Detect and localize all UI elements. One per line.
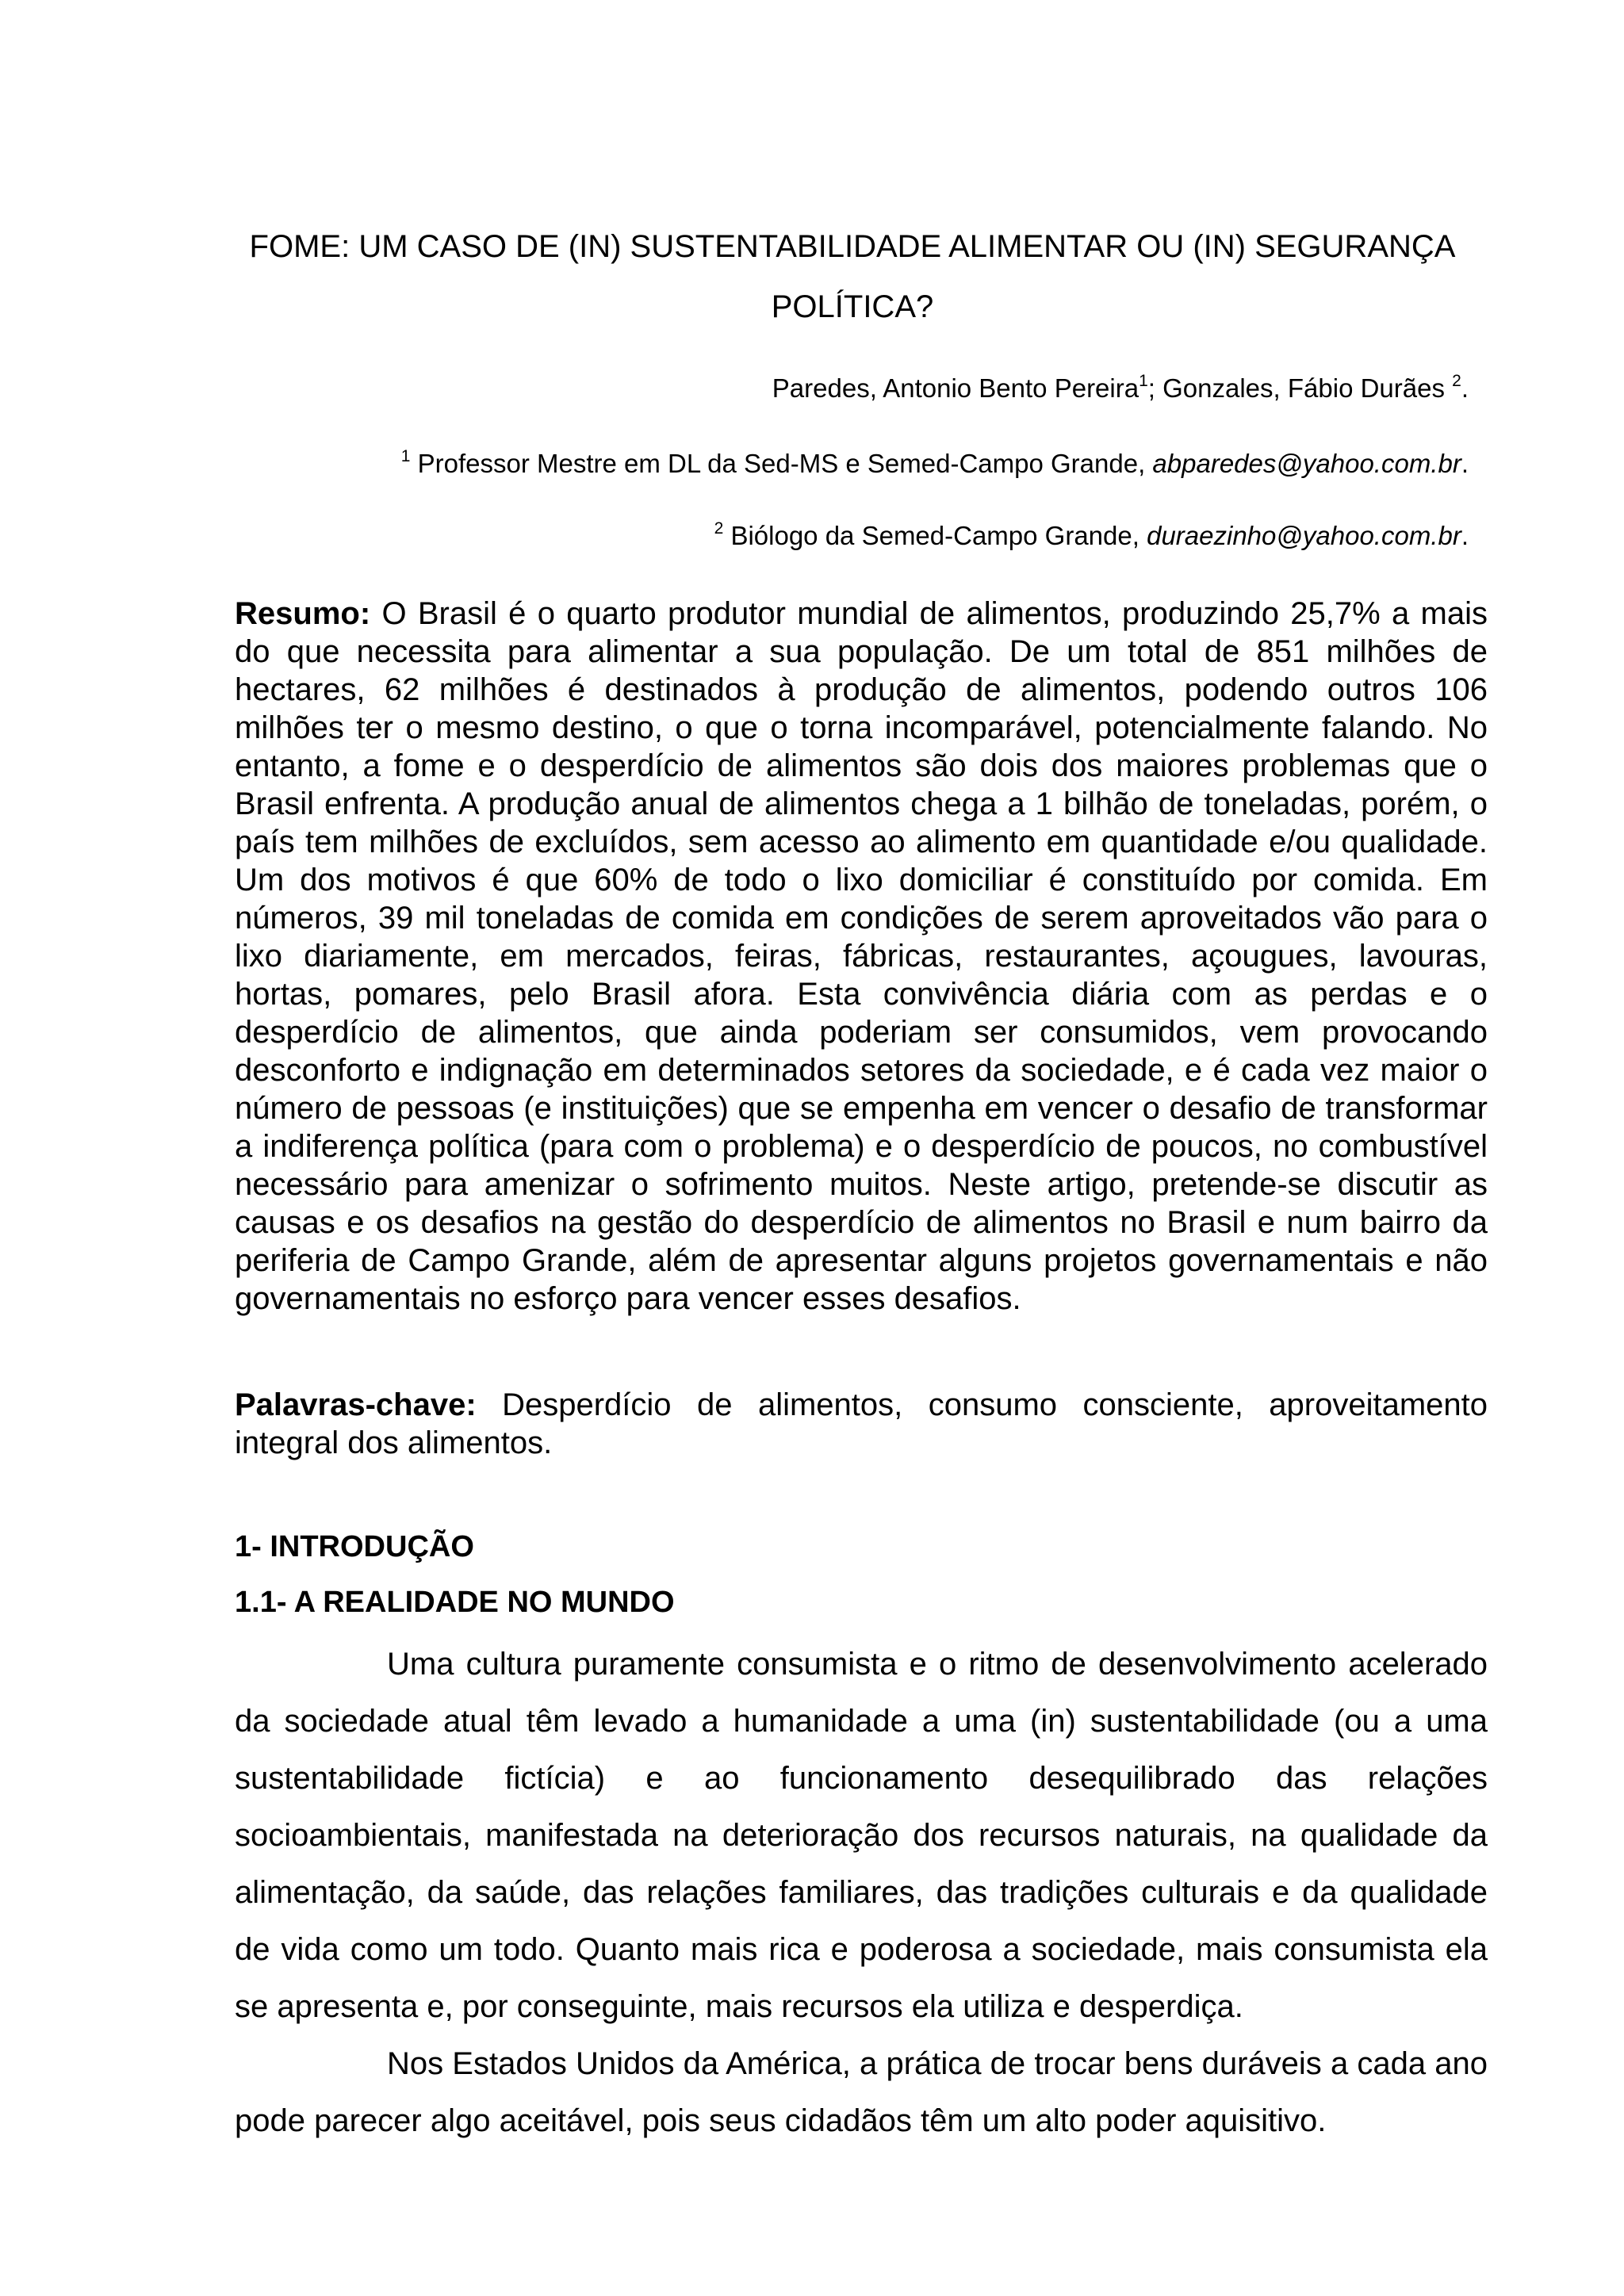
abstract-label: Resumo:	[235, 596, 371, 631]
author-2: Gonzales, Fábio Durães	[1162, 373, 1453, 403]
title-line-2: POLÍTICA?	[771, 289, 934, 324]
author-1: Paredes, Antonio Bento Pereira	[772, 373, 1139, 403]
affiliation-2-email: duraezinho@yahoo.com.br	[1147, 521, 1461, 550]
subsection-heading-realidade: 1.1- A REALIDADE NO MUNDO	[235, 1586, 675, 1619]
affiliation-1-text: Professor Mestre em DL da Sed-MS e Semed-Campo Grande,	[410, 449, 1153, 478]
paragraph-2: Nos Estados Unidos da América, a prática de trocar bens duráveis a cada ano pode parecer algo aceitável, pois seus cidadãos têm um alto poder aquisitivo.	[235, 2046, 1488, 2138]
abstract-text: O Brasil é o quarto produtor mundial de alimentos, produzindo 25,7% a mais do que necessita para alimentar a sua população. De um total de 851 milhões de hectares, 62 milhões é destinados à produção de alimentos, podendo outros 106 milhões ter o mesmo destino, o que o torna incomparável, potencialmente falando. No entanto, a fome e o desperdício de alimentos são dois dos maiores problemas que o Brasil enfrenta. A produção anual de alimentos chega a 1 bilhão de toneladas, porém, o país tem milhões de excluídos, sem acesso ao alimento em quantidade e/ou qualidade. Um dos motivos é que 60% de todo o lixo domiciliar é constituído por comida. Em números, 39 mil toneladas de comida em condições de serem aproveitados vão para o lixo diariamente, em mercados, feiras, fábricas, restaurantes, açougues, lavouras, hortas, pomares, pelo Brasil afora. Esta convivência diária com as perdas e o desperdício de alimentos, que ainda poderiam ser consumidos, vem provocando desconforto e indignação em determinados setores da sociedade, e é cada vez maior o número de pessoas (e instituições) que se empenha em vencer o desafio de transformar a indiferença política (para com o problema) e o desperdício de poucos, no combustível necessário para amenizar o sofrimento muitos. Neste artigo, pretende-se discutir as causas e os desafios na gestão do desperdício de alimentos no Brasil e num bairro da periferia de Campo Grande, além de apresentar alguns projetos governamentais e não governamentais no esforço para vencer esses desafios.	[235, 596, 1488, 1316]
affiliation-2-end: .	[1461, 521, 1469, 550]
section-heading-introducao: 1- INTRODUÇÃO	[235, 1530, 474, 1563]
affiliation-2-text: Biólogo da Semed-Campo Grande,	[723, 521, 1147, 550]
author-2-sup: 2	[1452, 372, 1461, 390]
affiliation-2	[714, 520, 1469, 552]
abstract	[235, 595, 1488, 1318]
affiliation-1-sup: 1	[400, 447, 411, 465]
affiliation-1-email: abparedes@yahoo.com.br	[1152, 449, 1461, 478]
affiliation-2-sup: 2	[714, 519, 724, 538]
affiliation-1	[401, 448, 1469, 480]
keywords	[235, 1386, 1488, 1462]
keywords-label: Palavras-chave:	[235, 1387, 477, 1422]
title-line-1: FOME: UM CASO DE (IN) SUSTENTABILIDADE ALIMENTAR OU (IN) SEGURANÇA	[249, 229, 1456, 264]
author-separator: ;	[1147, 373, 1163, 403]
keywords-text: Desperdício de alimentos, consumo consciente, aproveitamento integral dos alimentos.	[235, 1387, 1488, 1460]
authors-line	[772, 373, 1469, 404]
paragraph-1: Uma cultura puramente consumista e o ritmo de desenvolvimento acelerado da sociedade atual têm levado a humanidade a uma (in) sustentabilidade (ou a uma sustentabilidade fictícia) e ao funcionamento desequilibrado das relações socioambientais, manifestada na deterioração dos recursos naturais, na qualidade da alimentação, da saúde, das relações familiares, das tradições culturais e da qualidade de vida como um todo. Quanto mais rica e poderosa a sociedade, mais consumista ela se apresenta e, por conseguinte, mais recursos ela utiliza e desperdiça.	[235, 1647, 1488, 2024]
authors-end: .	[1461, 373, 1469, 403]
affiliation-1-end: .	[1461, 449, 1469, 478]
author-1-sup: 1	[1139, 372, 1148, 390]
